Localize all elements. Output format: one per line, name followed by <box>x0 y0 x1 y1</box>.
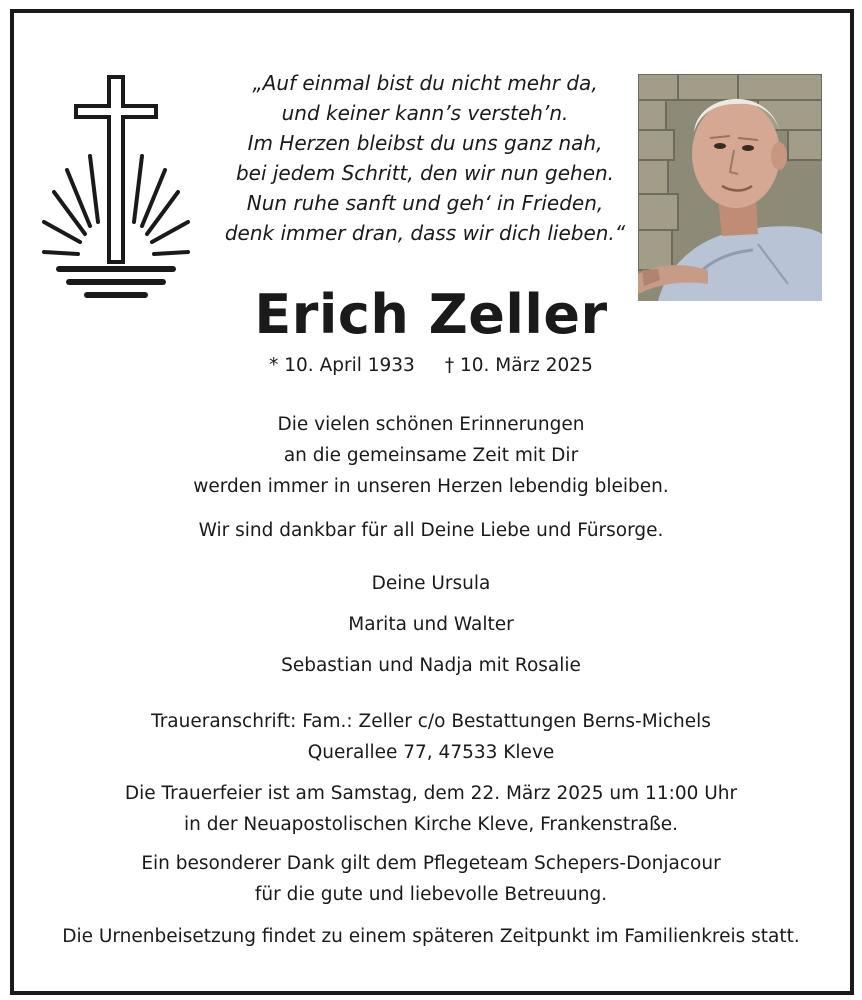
memory-line: werden immer in unseren Herzen lebendig bleiben. <box>193 476 669 497</box>
thanks-line: Ein besonderer Dank gilt dem Pflegeteam Schepers-Donjacour <box>141 853 721 874</box>
poem-line: bei jedem Schritt, den wir nun gehen. <box>235 161 615 185</box>
gratitude-text: Wir sind dankbar für all Deine Liebe und Fürsorge. <box>198 520 664 541</box>
poem-line: und keiner kann’s versteh’n. <box>281 101 569 125</box>
portrait-photo <box>638 74 822 301</box>
cross-with-sunrays-icon <box>40 74 192 302</box>
ceremony-line: in der Neuapostolischen Kirche Kleve, Frankenstraße. <box>184 814 678 835</box>
mourner-name: Sebastian und Nadja mit Rosalie <box>281 655 581 676</box>
mourner-name: Marita und Walter <box>348 614 514 635</box>
birth-date: * 10. April 1933 <box>269 355 415 376</box>
mourner-name: Deine Ursula <box>371 573 491 594</box>
poem-line: Im Herzen bleibst du uns ganz nah, <box>247 131 603 155</box>
life-dates <box>0 353 862 379</box>
memory-line: an die gemeinsame Zeit mit Dir <box>283 445 579 466</box>
mourning-address <box>0 706 862 768</box>
poem-line: Nun ruhe sanft und geh‘ in Frieden, <box>246 191 604 215</box>
poem-line: „Auf einmal bist du nicht mehr da, <box>252 71 598 95</box>
address-line: Traueranschrift: Fam.: Zeller c/o Bestattungen Berns-Michels <box>151 711 711 732</box>
mourners-list <box>0 563 862 686</box>
burial-notice: Die Urnenbeisetzung findet zu einem späteren Zeitpunkt im Familienkreis statt. <box>62 926 800 947</box>
ceremony-line: Die Trauerfeier ist am Samstag, dem 22. März 2025 um 11:00 Uhr <box>124 783 738 804</box>
special-thanks <box>0 848 862 910</box>
memory-line: Die vielen schönen Erinnerungen <box>277 414 585 435</box>
address-line: Querallee 77, 47533 Kleve <box>307 742 555 763</box>
deceased-name: Erich Zeller <box>254 283 608 346</box>
poem-line: denk immer dran, dass wir dich lieben.“ <box>224 221 626 245</box>
memorial-poem <box>215 68 635 248</box>
death-date: † 10. März 2025 <box>444 355 593 376</box>
thanks-line: für die gute und liebevolle Betreuung. <box>254 884 608 905</box>
memory-text <box>0 409 862 502</box>
funeral-ceremony <box>0 778 862 840</box>
